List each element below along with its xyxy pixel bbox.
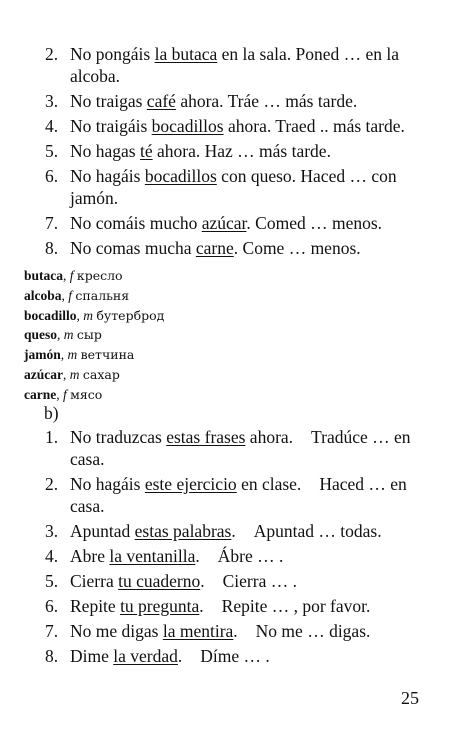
item-text: en clase. <box>236 474 302 494</box>
item-answer: No me … digas. <box>255 621 371 641</box>
underlined-word: la ventanilla <box>109 546 196 566</box>
vocab-entry: azúcar, m сахар <box>24 366 120 382</box>
exercise-item <box>0 237 461 259</box>
item-text: . <box>195 546 200 566</box>
item-text: No hagas <box>70 141 140 161</box>
vocab-translation: спальня <box>75 287 130 303</box>
item-text: ahora. Haz … más tarde. <box>152 141 331 161</box>
item-answer: Ábre … . <box>217 546 284 566</box>
section-b-label: b) <box>44 403 59 423</box>
vocab-entry: queso, m сыр <box>24 327 102 343</box>
item-text: No traduzcas <box>70 427 167 447</box>
exercise-item <box>0 165 461 209</box>
item-number: 8. <box>45 646 59 666</box>
item-answer: Díme … . <box>200 646 270 666</box>
exercise-list-b <box>0 426 461 670</box>
item-text: No me digas <box>70 621 163 641</box>
exercise-item <box>0 115 461 137</box>
item-text: . <box>199 596 204 616</box>
item-text: No pongáis <box>70 44 155 64</box>
underlined-word: café <box>146 91 176 111</box>
item-text: . <box>177 646 183 666</box>
item-number: 6. <box>45 596 59 616</box>
vocab-translation: мясо <box>70 386 103 402</box>
item-text: Abre <box>70 546 110 566</box>
vocab-translation: кресло <box>76 268 123 283</box>
item-number: 4. <box>45 116 59 136</box>
underlined-word: tu cuaderno <box>118 571 201 591</box>
item-number: 2. <box>45 44 59 64</box>
item-answer: Haced … en casa. <box>70 474 407 516</box>
underlined-word: la verdad <box>113 646 178 666</box>
exercise-item <box>0 645 461 667</box>
exercise-item <box>0 545 461 567</box>
vocab-translation: ветчина <box>80 347 135 363</box>
item-text: . Come … menos. <box>233 238 361 258</box>
vocab-entry: jamón, m ветчина <box>24 347 135 363</box>
item-number: 4. <box>45 546 59 566</box>
item-text: No hagáis <box>70 474 145 494</box>
underlined-word: este ejercicio <box>144 474 237 494</box>
item-text: No comáis mucho <box>70 213 202 233</box>
vocabulary-list <box>24 266 424 405</box>
exercise-item <box>0 140 461 162</box>
underlined-word: la butaca <box>154 44 218 64</box>
item-number: 5. <box>45 571 59 591</box>
vocab-entry: butaca, f кресло <box>24 268 123 283</box>
item-text: . Comed … menos. <box>246 213 383 233</box>
item-text: en la sala. Poned … en la alcoba. <box>70 44 400 86</box>
item-text: Repite <box>70 596 121 616</box>
item-number: 5. <box>45 141 59 161</box>
item-text: No comas mucha <box>70 238 196 258</box>
item-answer: Cierra … . <box>222 571 297 591</box>
item-number: 8. <box>45 238 59 258</box>
item-text: ahora. <box>245 427 294 447</box>
vocab-word: alcoba <box>24 287 62 303</box>
vocab-gender: m <box>83 307 94 323</box>
underlined-word: carne <box>195 238 234 258</box>
item-number: 2. <box>45 474 59 494</box>
exercise-item <box>0 570 461 592</box>
exercise-item <box>0 595 461 617</box>
underlined-word: estas frases <box>166 427 246 447</box>
underlined-word: azúcar <box>201 213 247 233</box>
page-number: 25 <box>401 688 419 708</box>
item-number: 1. <box>45 427 59 447</box>
vocab-gender: m <box>63 327 74 343</box>
vocab-translation: бутерброд <box>96 307 165 323</box>
exercise-list-a <box>0 43 461 262</box>
vocab-entry: bocadillo, m бутерброд <box>24 307 165 323</box>
underlined-word: estas palabras <box>134 521 232 541</box>
vocab-translation: сахар <box>82 366 120 382</box>
vocab-word: azúcar <box>24 366 63 382</box>
vocab-gender: f <box>62 386 67 402</box>
item-text: Apuntad <box>70 521 135 541</box>
underlined-word: bocadillos <box>151 116 224 136</box>
item-number: 3. <box>45 521 59 541</box>
item-answer: Repite … , por favor. <box>221 596 371 616</box>
item-text: Dime <box>70 646 114 666</box>
underlined-word: bocadillos <box>144 166 217 186</box>
vocab-word: carne <box>24 386 57 402</box>
item-number: 3. <box>45 91 59 111</box>
vocab-gender: f <box>69 268 74 283</box>
item-number: 6. <box>45 166 59 186</box>
exercise-item <box>0 520 461 542</box>
item-number: 7. <box>45 621 59 641</box>
item-text: Cierra <box>70 571 119 591</box>
exercise-item <box>0 426 461 470</box>
item-text: . <box>200 571 205 591</box>
item-number: 7. <box>45 213 59 233</box>
vocab-word: queso <box>24 327 58 343</box>
item-text: No hagáis <box>70 166 145 186</box>
exercise-item <box>0 473 461 517</box>
item-text: No traigáis <box>70 116 152 136</box>
item-text: . <box>233 621 238 641</box>
exercise-item <box>0 43 461 87</box>
item-text: ahora. Tráe … más tarde. <box>175 91 358 111</box>
vocab-word: butaca <box>24 268 64 283</box>
vocab-word: bocadillo <box>24 307 77 323</box>
vocab-word: jamón <box>24 347 61 363</box>
vocab-gender: m <box>67 347 78 363</box>
exercise-item <box>0 90 461 112</box>
underlined-word: té <box>139 141 153 161</box>
item-text: con queso. Haced … con jamón. <box>70 166 397 208</box>
exercise-item <box>0 620 461 642</box>
item-text: No traigas <box>70 91 147 111</box>
item-text: ahora. Traed .. más tarde. <box>223 116 405 136</box>
exercise-item <box>0 212 461 234</box>
item-text: . <box>231 521 236 541</box>
underlined-word: tu pregunta <box>120 596 200 616</box>
vocab-gender: f <box>68 287 73 303</box>
vocab-gender: m <box>69 366 80 382</box>
item-answer: Apuntad … todas. <box>253 521 382 541</box>
underlined-word: la mentira <box>162 621 234 641</box>
item-answer: Tradúce … en casa. <box>70 427 411 469</box>
vocab-translation: сыр <box>76 327 102 343</box>
vocab-entry: carne, f мясо <box>24 386 103 402</box>
vocab-entry: alcoba, f спальня <box>24 287 130 303</box>
